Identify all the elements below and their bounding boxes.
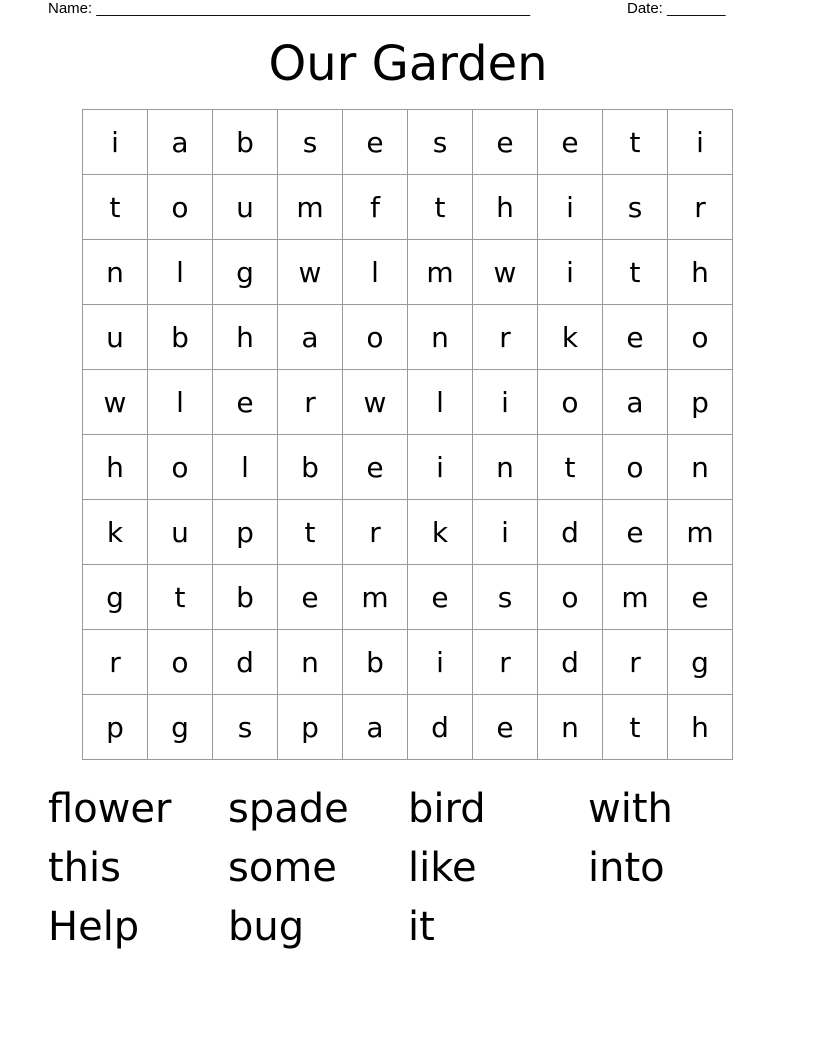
grid-cell: d: [538, 500, 603, 565]
grid-cell: u: [83, 305, 148, 370]
grid-cell: g: [148, 695, 213, 760]
grid-cell: n: [538, 695, 603, 760]
word-item: spade: [228, 786, 349, 832]
grid-cell: s: [408, 110, 473, 175]
grid-cell: e: [278, 565, 343, 630]
grid-cell: r: [83, 630, 148, 695]
grid-cell: b: [148, 305, 213, 370]
grid-cell: w: [83, 370, 148, 435]
grid-cell: e: [343, 110, 408, 175]
grid-cell: b: [213, 110, 278, 175]
word-item: Help: [48, 904, 140, 950]
grid-cell: s: [278, 110, 343, 175]
grid-cell: e: [408, 565, 473, 630]
grid-cell: d: [213, 630, 278, 695]
grid-cell: o: [538, 370, 603, 435]
grid-cell: t: [148, 565, 213, 630]
grid-cell: p: [278, 695, 343, 760]
grid-cell: d: [408, 695, 473, 760]
name-field: Name: ____________________________________________________: [48, 0, 531, 17]
grid-cell: p: [83, 695, 148, 760]
grid-cell: l: [148, 240, 213, 305]
grid-cell: f: [343, 175, 408, 240]
grid-cell: n: [473, 435, 538, 500]
grid-cell: r: [278, 370, 343, 435]
grid-cell: h: [668, 240, 733, 305]
grid-cell: a: [148, 110, 213, 175]
grid-cell: i: [538, 175, 603, 240]
grid-cell: i: [83, 110, 148, 175]
grid-cell: m: [343, 565, 408, 630]
grid-cell: e: [473, 110, 538, 175]
grid-cell: e: [213, 370, 278, 435]
grid-cell: b: [213, 565, 278, 630]
grid-cell: h: [473, 175, 538, 240]
grid-cell: r: [473, 630, 538, 695]
grid-cell: k: [83, 500, 148, 565]
word-item: bug: [228, 904, 305, 950]
header: [0, 0, 816, 20]
grid-cell: o: [668, 305, 733, 370]
grid-cell: r: [343, 500, 408, 565]
word-list: [48, 780, 768, 957]
word-item: into: [588, 845, 665, 891]
grid-cell: s: [213, 695, 278, 760]
grid-cell: s: [473, 565, 538, 630]
grid-cell: i: [408, 435, 473, 500]
grid-cell: m: [668, 500, 733, 565]
grid-cell: t: [603, 240, 668, 305]
word-item: with: [588, 786, 673, 832]
date-field: Date: _______: [627, 0, 726, 17]
grid-cell: o: [343, 305, 408, 370]
grid-cell: g: [213, 240, 278, 305]
grid-cell: e: [603, 305, 668, 370]
grid-cell: e: [668, 565, 733, 630]
grid-cell: e: [343, 435, 408, 500]
word-item: bird: [408, 786, 486, 832]
grid-cell: o: [148, 435, 213, 500]
grid-cell: r: [603, 630, 668, 695]
grid-cell: i: [473, 370, 538, 435]
grid-cell: e: [538, 110, 603, 175]
word-item: like: [408, 845, 477, 891]
grid-cell: k: [538, 305, 603, 370]
word-item: flower: [48, 786, 172, 832]
grid-cell: u: [213, 175, 278, 240]
grid-cell: t: [83, 175, 148, 240]
grid-cell: t: [538, 435, 603, 500]
grid-cell: e: [603, 500, 668, 565]
grid-cell: t: [278, 500, 343, 565]
grid-cell: d: [538, 630, 603, 695]
grid-cell: h: [83, 435, 148, 500]
grid-cell: b: [343, 630, 408, 695]
grid-cell: u: [148, 500, 213, 565]
grid-cell: w: [343, 370, 408, 435]
grid-cell: r: [668, 175, 733, 240]
grid-cell: t: [603, 695, 668, 760]
grid-cell: k: [408, 500, 473, 565]
grid-cell: o: [603, 435, 668, 500]
grid-cell: h: [668, 695, 733, 760]
grid-cell: p: [668, 370, 733, 435]
grid-cell: m: [603, 565, 668, 630]
grid-cell: w: [473, 240, 538, 305]
grid-cell: h: [213, 305, 278, 370]
grid-cell: n: [408, 305, 473, 370]
grid-cell: i: [538, 240, 603, 305]
grid-cell: a: [603, 370, 668, 435]
grid-cell: a: [343, 695, 408, 760]
grid-cell: l: [408, 370, 473, 435]
grid-cell: o: [148, 630, 213, 695]
word-item: some: [228, 845, 337, 891]
grid-cell: r: [473, 305, 538, 370]
word-item: it: [408, 904, 435, 950]
grid-cell: t: [603, 110, 668, 175]
grid-cell: l: [343, 240, 408, 305]
grid-cell: e: [473, 695, 538, 760]
grid-cell: i: [408, 630, 473, 695]
grid-cell: i: [473, 500, 538, 565]
grid-cell: l: [213, 435, 278, 500]
grid-cell: g: [83, 565, 148, 630]
grid-cell: n: [83, 240, 148, 305]
word-item: this: [48, 845, 121, 891]
grid-cell: i: [668, 110, 733, 175]
grid-cell: t: [408, 175, 473, 240]
letter-grid: [82, 109, 733, 760]
grid-cell: p: [213, 500, 278, 565]
grid-cell: l: [148, 370, 213, 435]
grid-cell: a: [278, 305, 343, 370]
grid-cell: o: [148, 175, 213, 240]
grid-cell: w: [278, 240, 343, 305]
grid-cell: s: [603, 175, 668, 240]
grid-cell: o: [538, 565, 603, 630]
grid-cell: m: [278, 175, 343, 240]
grid-cell: n: [278, 630, 343, 695]
grid-cell: m: [408, 240, 473, 305]
page-title: Our Garden: [268, 36, 548, 92]
grid-cell: n: [668, 435, 733, 500]
grid-cell: b: [278, 435, 343, 500]
grid-cell: g: [668, 630, 733, 695]
